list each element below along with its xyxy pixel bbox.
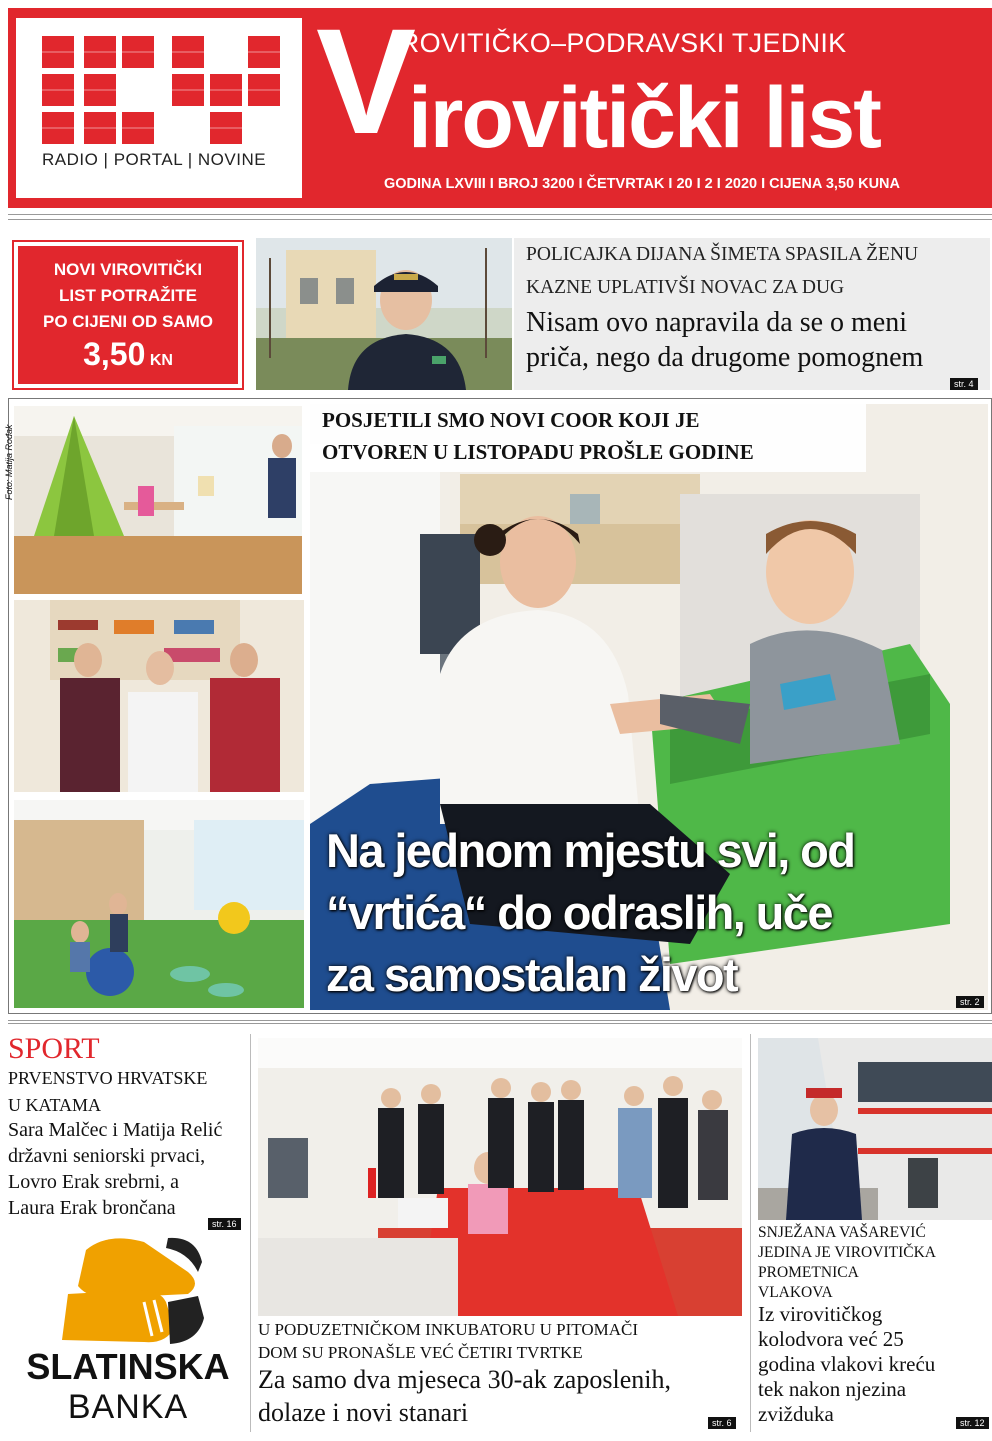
incubator-photo[interactable] xyxy=(258,1038,742,1316)
sport-body-2[interactable]: državni seniorski prvaci, xyxy=(8,1145,206,1167)
promo-line1: NOVI VIROVITIČKI xyxy=(53,260,203,279)
incubator-kicker-1: U PODUZETNIČKOM INKUBATORU U PITOMAČI xyxy=(258,1320,638,1339)
incubator-kicker-2: DOM SU PRONAŠLE VEĆ ČETIRI TVRTKE xyxy=(258,1343,583,1362)
police-headline-1[interactable]: Nisam ovo napravila da se o meni xyxy=(526,307,908,338)
photo-credit: Foto: Matija Rođak xyxy=(4,424,14,500)
railway-page-ref[interactable]: str. 12 xyxy=(956,1417,989,1429)
sport-body-4[interactable]: Laura Erak brončana xyxy=(8,1197,176,1219)
incubator-headline-1[interactable]: Za samo dva mjeseca 30-ak zaposlenih, xyxy=(258,1365,671,1394)
masthead-overline: IROVITIČKO–PODRAVSKI TJEDNIK xyxy=(392,28,847,58)
railway-kicker-4: VLAKOVA xyxy=(758,1284,833,1301)
main-kicker-1: POSJETILI SMO NOVI COOR KOJI JE xyxy=(322,408,700,432)
bank-name-2: BANKA xyxy=(67,1388,189,1426)
masthead-title-initial: V xyxy=(316,0,411,165)
police-page-ref[interactable]: str. 4 xyxy=(950,378,978,390)
promo-currency: KN xyxy=(149,352,173,369)
promo-line2: LIST POTRAŽITE xyxy=(59,286,197,305)
main-headline-3[interactable]: za samostalan život xyxy=(326,948,738,1001)
sport-kicker-1: PRVENSTVO HRVATSKE xyxy=(8,1068,208,1088)
railway-headline-3[interactable]: godina vlakovi kreću xyxy=(758,1352,936,1376)
sport-body-3[interactable]: Lovro Erak srebrni, a xyxy=(8,1171,180,1193)
masthead-divider xyxy=(8,214,992,220)
promo-box[interactable] xyxy=(14,242,242,388)
masthead-title: irovitički list xyxy=(408,70,880,166)
main-kicker-2: OTVOREN U LISTOPADU PROŠLE GODINE xyxy=(322,440,754,464)
railway-headline-5[interactable]: zvižduka xyxy=(758,1402,834,1426)
main-headline-1[interactable]: Na jednom mjestu svi, od xyxy=(326,824,855,877)
sport-body-1[interactable]: Sara Malčec i Matija Relić xyxy=(8,1119,223,1141)
incubator-headline-2[interactable]: dolaze i novi stanari xyxy=(258,1398,469,1427)
bank-name-1: SLATINSKA xyxy=(26,1346,230,1387)
railway-headline-1[interactable]: Iz virovitičkog xyxy=(758,1302,883,1326)
police-kicker-2: KAZNE UPLATIVŠI NOVAC ZA DUG xyxy=(526,277,845,298)
sport-column xyxy=(8,1032,248,1232)
railway-kicker-1: SNJEŽANA VAŠAREVIĆ xyxy=(758,1224,926,1241)
police-photo[interactable] xyxy=(256,238,512,390)
coor-photo-group[interactable] xyxy=(14,600,304,792)
bottom-divider xyxy=(8,1020,992,1024)
police-kicker-1: POLICAJKA DIJANA ŠIMETA SPASILA ŽENU xyxy=(526,244,919,265)
incubator-page-ref[interactable]: str. 6 xyxy=(708,1417,736,1429)
sport-page-ref[interactable]: str. 16 xyxy=(208,1218,241,1230)
brand-tagline: RADIO | PORTAL | NOVINE xyxy=(42,150,267,169)
railway-headline-4[interactable]: tek nakon njezina xyxy=(758,1377,907,1401)
railway-kicker-3: PROMETNICA xyxy=(758,1264,859,1281)
main-headline-2[interactable]: “vrtića“ do odraslih, uče xyxy=(326,886,832,939)
railway-photo[interactable] xyxy=(758,1038,992,1220)
main-page-ref[interactable]: str. 2 xyxy=(956,996,984,1008)
coor-photo-tent[interactable] xyxy=(14,406,302,594)
column-separator xyxy=(250,1034,251,1432)
issue-info: GODINA LXVIII I BROJ 3200 I ČETVRTAK I 20 I 2 I 2020 I CIJENA 3,50 KUNA xyxy=(384,176,900,192)
slatinska-banka-logo-icon xyxy=(48,1232,208,1350)
railway-kicker-2: JEDINA JE VIROVITIČKA xyxy=(758,1244,936,1261)
sport-kicker-2: U KATAMA xyxy=(8,1095,102,1115)
icv-logo-icon xyxy=(42,36,296,146)
column-separator xyxy=(750,1034,751,1432)
promo-price: 3,50 xyxy=(83,336,146,372)
icv-logo-box[interactable] xyxy=(16,18,302,198)
sport-section-title[interactable]: SPORT xyxy=(8,1032,100,1065)
police-headline-2[interactable]: priča, nego da drugome pomognem xyxy=(526,342,924,373)
promo-line3: PO CIJENI OD SAMO xyxy=(42,312,214,331)
railway-headline-2[interactable]: kolodvora već 25 xyxy=(758,1327,904,1351)
bank-ad[interactable] xyxy=(8,1232,248,1432)
coor-photo-playroom[interactable] xyxy=(14,800,304,1008)
